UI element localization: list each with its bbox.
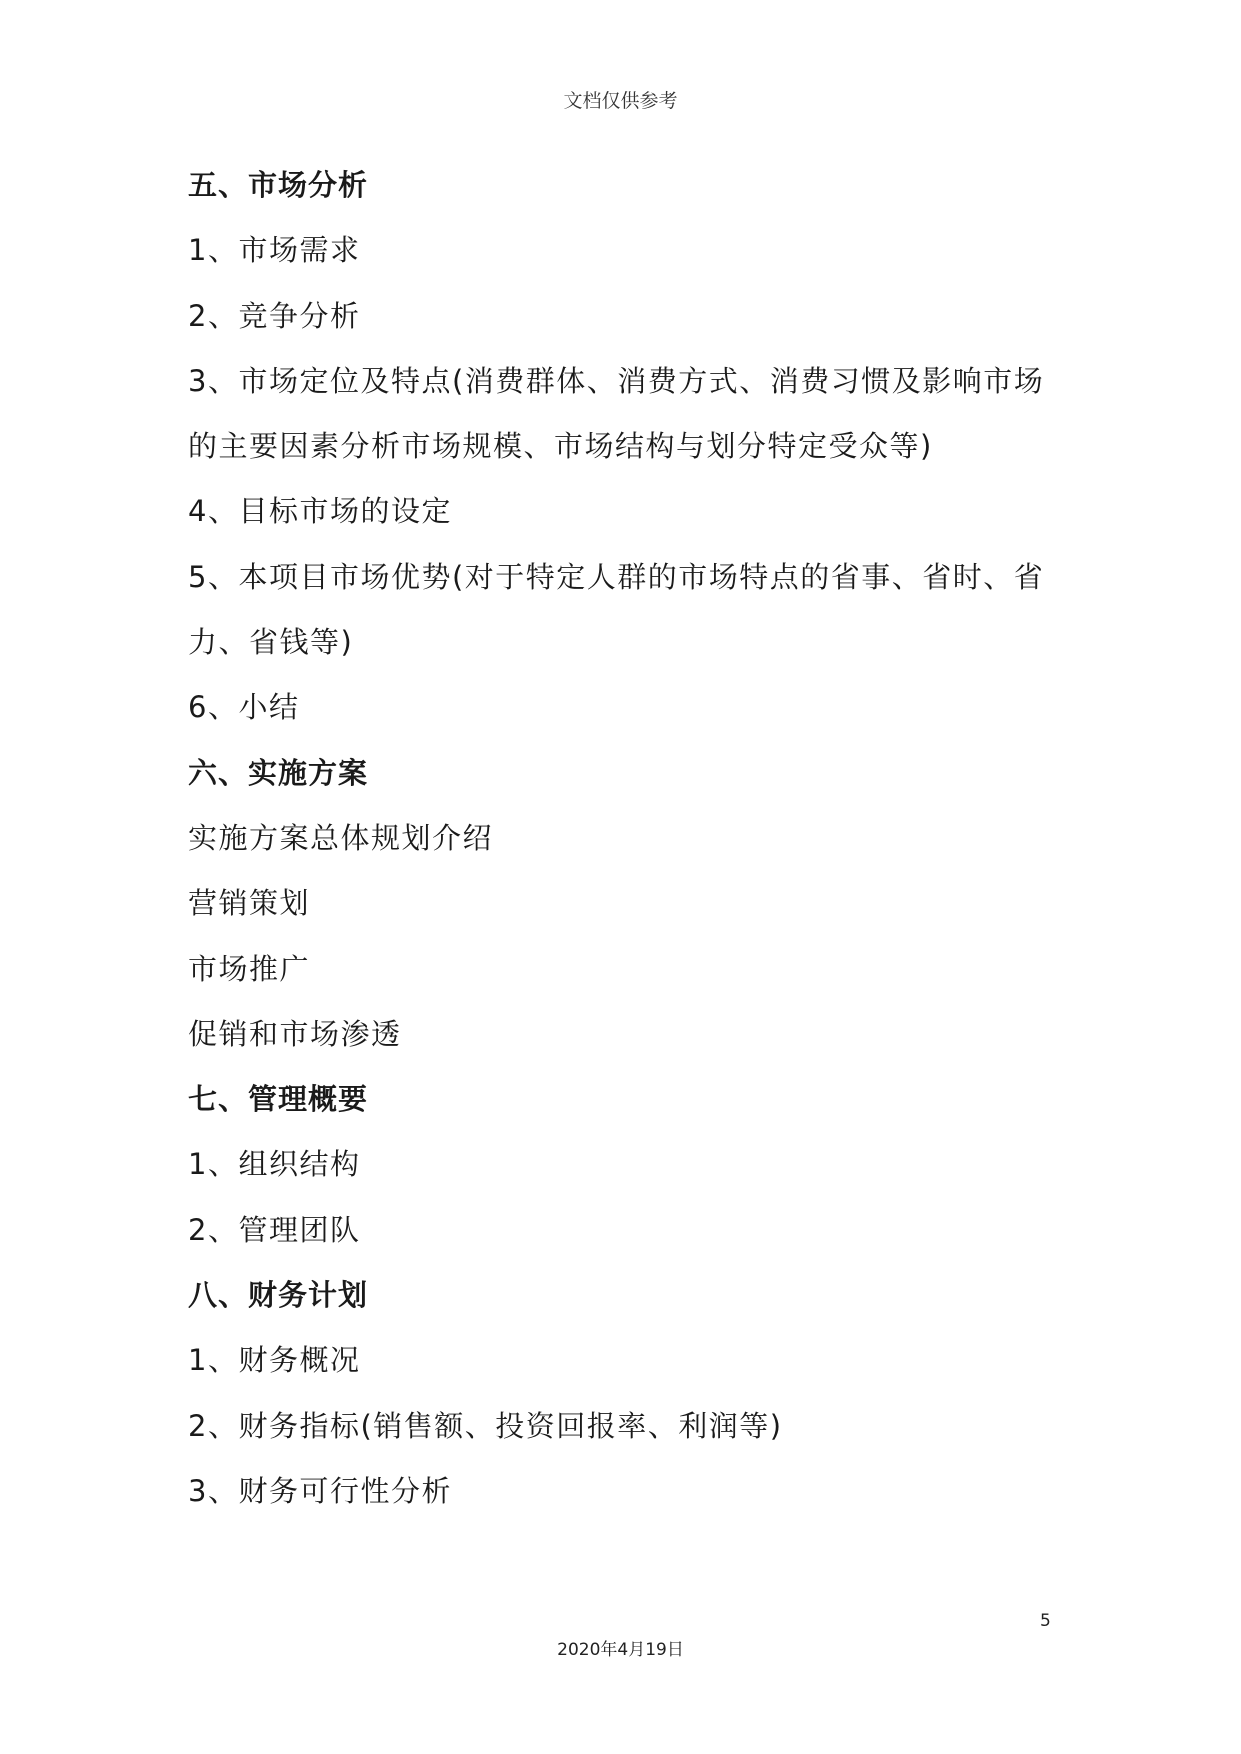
page-footer-date: 2020年4月19日	[557, 1640, 684, 1660]
list-item-management-team: 2、管理团队	[188, 1212, 361, 1247]
list-item-summary: 6、小结	[188, 690, 300, 725]
section-heading-finance: 八、财务计划	[188, 1278, 369, 1313]
list-item-market-advantage: 5、本项目市场优势(对于特定人群的市场特点的省事、省时、省	[188, 559, 1045, 594]
page-header: 文档仅供参考	[563, 90, 678, 112]
list-item-market-positioning-cont: 的主要因素分析市场规模、市场结构与划分特定受众等)	[188, 429, 933, 464]
list-item-market-demand: 1、市场需求	[188, 233, 361, 268]
list-item-market-positioning: 3、市场定位及特点(消费群体、消费方式、消费习惯及影响市场	[188, 363, 1045, 398]
list-item-organization: 1、组织结构	[188, 1147, 361, 1182]
list-item-market-promotion: 市场推广	[188, 951, 311, 986]
list-item-financial-overview: 1、财务概况	[188, 1343, 361, 1378]
list-item-marketing-plan: 营销策划	[188, 886, 311, 921]
list-item-sales-promotion: 促销和市场渗透	[188, 1016, 402, 1051]
list-item-financial-feasibility: 3、财务可行性分析	[188, 1473, 452, 1508]
list-item-financial-indicators: 2、财务指标(销售额、投资回报率、利润等)	[188, 1408, 783, 1443]
document-body	[188, 153, 1058, 1524]
list-item-market-advantage-cont: 力、省钱等)	[188, 625, 354, 660]
list-item-target-market: 4、目标市场的设定	[188, 494, 452, 529]
section-heading-market-analysis: 五、市场分析	[188, 168, 369, 202]
page-number: 5	[1040, 1611, 1051, 1631]
list-item-overall-plan: 实施方案总体规划介绍	[188, 820, 494, 855]
section-heading-management: 七、管理概要	[188, 1082, 369, 1117]
section-heading-implementation: 六、实施方案	[188, 755, 369, 790]
list-item-competition-analysis: 2、竞争分析	[188, 298, 361, 333]
